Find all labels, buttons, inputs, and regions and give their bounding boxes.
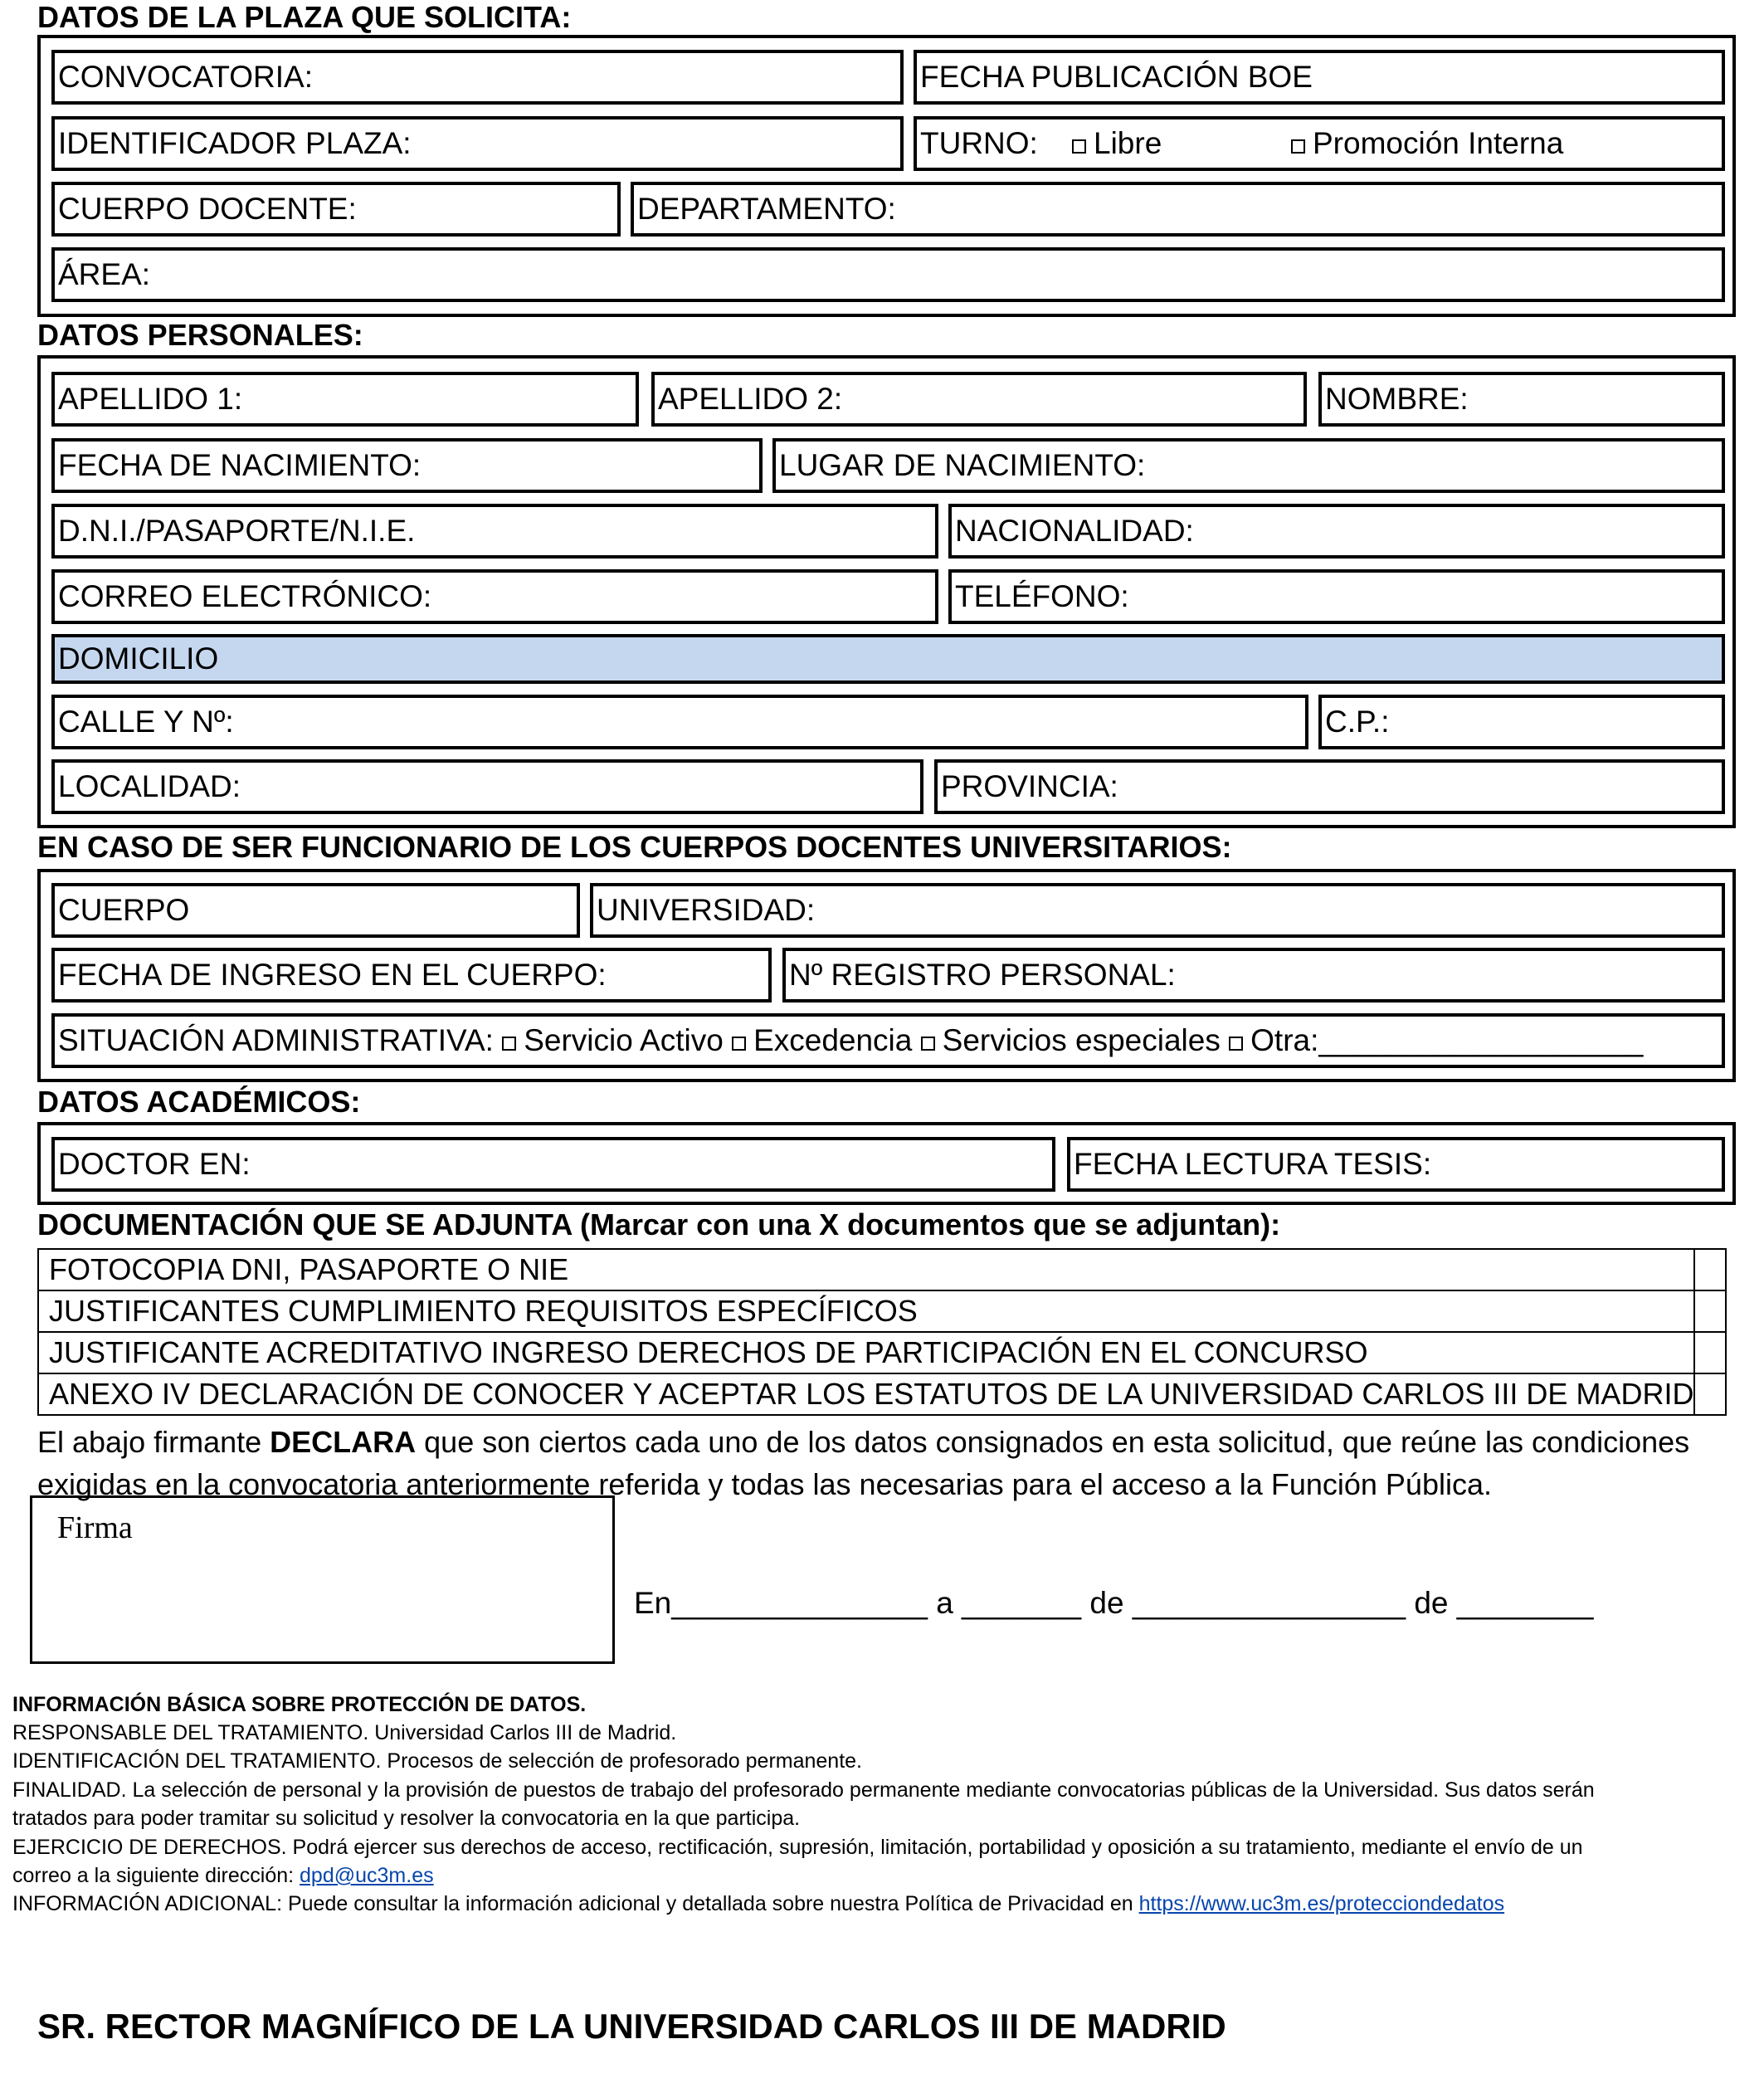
section-title-funcionario: EN CASO DE SER FUNCIONARIO DE LOS CUERPOS DOCENTES UNIVERSITARIOS: xyxy=(37,830,1232,864)
cuerpo-field[interactable]: CUERPO xyxy=(51,883,580,938)
documentacion-instruction: (Marcar con una X documentos que se adjuntan): xyxy=(572,1207,1281,1242)
checkbox-icon[interactable] xyxy=(921,1037,935,1051)
document-mark-cell[interactable] xyxy=(1694,1332,1726,1373)
fecha-boe-field[interactable]: FECHA PUBLICACIÓN BOE xyxy=(914,50,1725,105)
signature-box[interactable] xyxy=(30,1495,615,1664)
section-title-documentacion xyxy=(37,1207,1280,1242)
servicio-activo-option[interactable] xyxy=(502,1023,724,1057)
turno-libre-option[interactable] xyxy=(1072,120,1162,168)
nombre-field[interactable]: NOMBRE: xyxy=(1318,372,1725,427)
info-ejercicio-text: correo a la siguiente dirección: xyxy=(12,1864,300,1887)
otra-label: Otra:___________________ xyxy=(1250,1023,1644,1057)
lugar-nacimiento-field[interactable]: LUGAR DE NACIMIENTO: xyxy=(772,438,1725,493)
declaration-post: que son ciertos cada uno de los datos consignados en esta solicitud, que reúne las condiciones exigidas en la convocatoria anteriormente referida y todas las necesarias para el acceso a la Función Pública. xyxy=(37,1425,1690,1501)
info-identificacion: IDENTIFICACIÓN DEL TRATAMIENTO. Procesos de selección de profesorado permanente. xyxy=(12,1749,862,1773)
document-label: JUSTIFICANTE ACREDITATIVO INGRESO DERECHOS DE PARTICIPACIÓN EN EL CONCURSO xyxy=(38,1332,1694,1373)
departamento-field[interactable]: DEPARTAMENTO: xyxy=(631,182,1725,237)
excedencia-option[interactable] xyxy=(732,1023,912,1057)
declaration-bold: DECLARA xyxy=(270,1425,417,1459)
excedencia-label: Excedencia xyxy=(753,1023,913,1057)
turno-promocion-label: Promoción Interna xyxy=(1313,126,1564,160)
declaration-text xyxy=(37,1421,1730,1505)
telefono-field[interactable]: TELÉFONO: xyxy=(948,569,1725,624)
checkbox-icon[interactable] xyxy=(732,1037,746,1051)
email-link[interactable]: dpd@uc3m.es xyxy=(300,1864,434,1887)
checkbox-icon[interactable] xyxy=(1291,139,1305,154)
table-row xyxy=(38,1373,1726,1415)
turno-label: TURNO: xyxy=(920,126,1038,160)
info-adicional-text: INFORMACIÓN ADICIONAL: Puede consultar la información adicional y detallada sobre nuestra Política de Privacidad en xyxy=(12,1892,1139,1915)
document-mark-cell[interactable] xyxy=(1694,1373,1726,1415)
situacion-administrativa-field xyxy=(51,1013,1725,1068)
situacion-label: SITUACIÓN ADMINISTRATIVA: xyxy=(58,1023,494,1057)
localidad-field[interactable]: LOCALIDAD: xyxy=(51,759,923,814)
checkbox-icon[interactable] xyxy=(502,1037,516,1051)
universidad-field[interactable]: UNIVERSIDAD: xyxy=(590,883,1725,938)
info-responsable: RESPONSABLE DEL TRATAMIENTO. Universidad Carlos III de Madrid. xyxy=(12,1721,677,1744)
provincia-field[interactable]: PROVINCIA: xyxy=(934,759,1725,814)
convocatoria-field[interactable]: CONVOCATORIA: xyxy=(51,50,904,105)
info-adicional xyxy=(12,1892,1504,1916)
servicios-especiales-option[interactable] xyxy=(921,1023,1221,1057)
calle-field[interactable]: CALLE Y Nº: xyxy=(51,695,1308,749)
apellido1-field[interactable]: APELLIDO 1: xyxy=(51,372,639,427)
section-title-personales: DATOS PERSONALES: xyxy=(37,318,363,352)
declaration-pre: El abajo firmante xyxy=(37,1425,270,1459)
servicio-activo-label: Servicio Activo xyxy=(524,1023,724,1057)
checkbox-icon[interactable] xyxy=(1229,1037,1243,1051)
correo-field[interactable]: CORREO ELECTRÓNICO: xyxy=(51,569,938,624)
servicios-especiales-label: Servicios especiales xyxy=(942,1023,1221,1057)
identificador-plaza-field[interactable]: IDENTIFICADOR PLAZA: xyxy=(51,116,904,171)
documentacion-title: DOCUMENTACIÓN QUE SE ADJUNTA xyxy=(37,1207,573,1242)
dni-field[interactable]: D.N.I./PASAPORTE/N.I.E. xyxy=(51,504,938,559)
table-row xyxy=(38,1332,1726,1373)
domicilio-header: DOMICILIO xyxy=(51,634,1725,684)
document-mark-cell[interactable] xyxy=(1694,1249,1726,1290)
checkbox-icon[interactable] xyxy=(1072,139,1086,154)
nacionalidad-field[interactable]: NACIONALIDAD: xyxy=(948,504,1725,559)
info-finalidad-2: tratados para poder tramitar su solicitud y resolver la convocatoria en la que participa. xyxy=(12,1807,801,1830)
signature-label: Firma xyxy=(57,1510,133,1545)
section-title-plaza: DATOS DE LA PLAZA QUE SOLICITA: xyxy=(37,0,572,34)
fecha-ingreso-field[interactable]: FECHA DE INGRESO EN EL CUERPO: xyxy=(51,948,772,1002)
document-label: FOTOCOPIA DNI, PASAPORTE O NIE xyxy=(38,1249,1694,1290)
otra-option[interactable] xyxy=(1229,1023,1643,1057)
info-ejercicio-1: EJERCICIO DE DERECHOS. Podrá ejercer sus derechos de acceso, rectificación, supresión, limitación, portabilidad y oposición a su tratamiento, mediante el envío de un xyxy=(12,1836,1583,1859)
table-row xyxy=(38,1290,1726,1332)
fecha-nacimiento-field[interactable]: FECHA DE NACIMIENTO: xyxy=(51,438,763,493)
info-title: INFORMACIÓN BÁSICA SOBRE PROTECCIÓN DE DATOS. xyxy=(12,1693,587,1716)
document-mark-cell[interactable] xyxy=(1694,1290,1726,1332)
registro-personal-field[interactable]: Nº REGISTRO PERSONAL: xyxy=(782,948,1725,1002)
apellido2-field[interactable]: APELLIDO 2: xyxy=(651,372,1307,427)
place-date-line[interactable]: En_______________ a _______ de ________________ de ________ xyxy=(634,1586,1594,1620)
privacy-url-link[interactable]: https://www.uc3m.es/protecciondedatos xyxy=(1138,1892,1505,1915)
info-finalidad-1: FINALIDAD. La selección de personal y la provisión de puestos de trabajo del profesorado permanente mediante convocatorias públicas de la Universidad. Sus datos serán xyxy=(12,1778,1595,1802)
table-row xyxy=(38,1249,1726,1290)
fecha-tesis-field[interactable]: FECHA LECTURA TESIS: xyxy=(1067,1137,1725,1192)
cp-field[interactable]: C.P.: xyxy=(1318,695,1725,749)
info-ejercicio-2 xyxy=(12,1864,434,1888)
documentacion-table xyxy=(37,1248,1727,1416)
addressee-title: SR. RECTOR MAGNÍFICO DE LA UNIVERSIDAD CARLOS III DE MADRID xyxy=(37,2007,1226,2046)
turno-field xyxy=(914,116,1725,171)
turno-promocion-option[interactable] xyxy=(1291,120,1563,168)
document-label: JUSTIFICANTES CUMPLIMIENTO REQUISITOS ESPECÍFICOS xyxy=(38,1290,1694,1332)
section-title-academicos: DATOS ACADÉMICOS: xyxy=(37,1085,361,1119)
doctor-en-field[interactable]: DOCTOR EN: xyxy=(51,1137,1055,1192)
cuerpo-docente-field[interactable]: CUERPO DOCENTE: xyxy=(51,182,621,237)
turno-libre-label: Libre xyxy=(1094,126,1162,160)
document-label: ANEXO IV DECLARACIÓN DE CONOCER Y ACEPTAR LOS ESTATUTOS DE LA UNIVERSIDAD CARLOS III DE MADRID xyxy=(38,1373,1694,1415)
area-field[interactable]: ÁREA: xyxy=(51,247,1725,302)
